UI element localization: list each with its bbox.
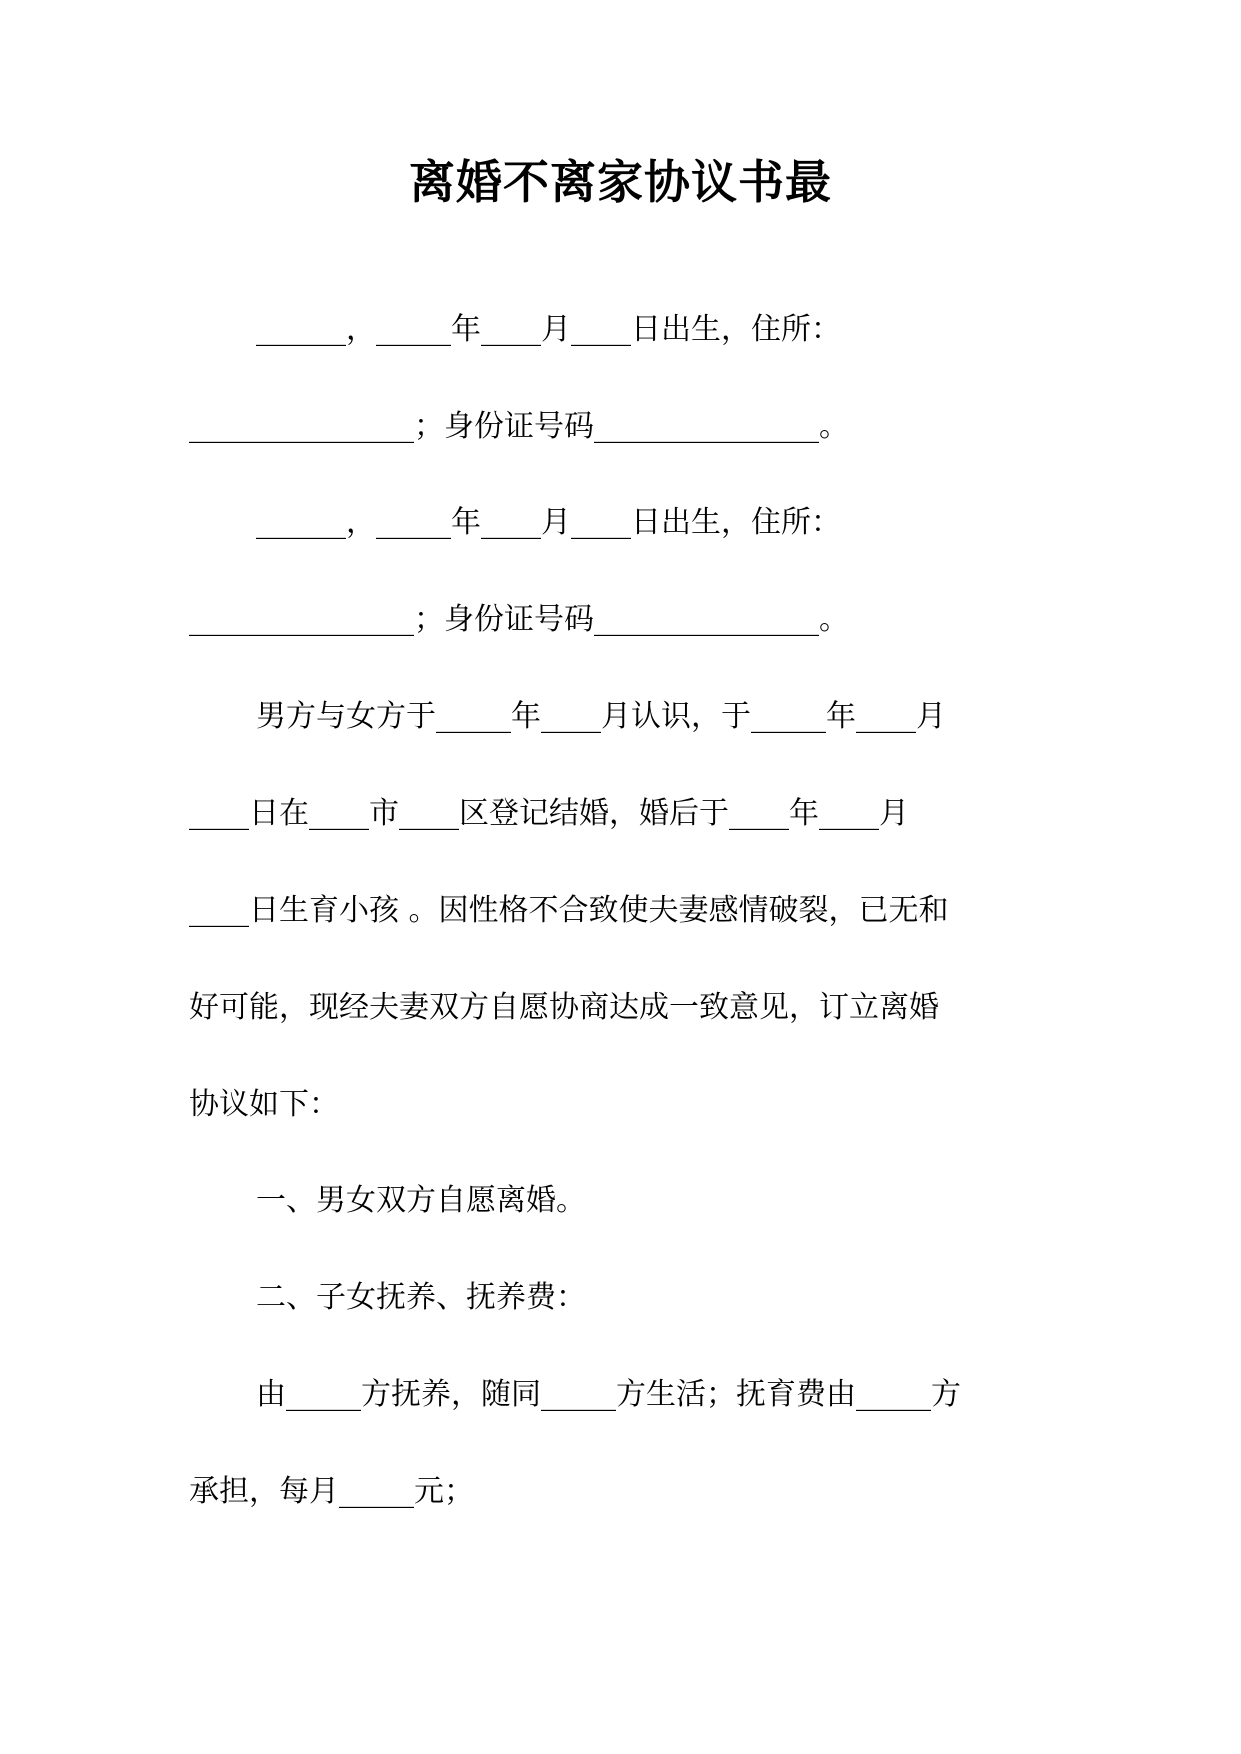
- paragraph-line: ______，_____年____月____日出生，住所：: [256, 312, 841, 347]
- paragraph-line: 由_____方抚养，随同_____方生活；抚育费由_____方: [256, 1377, 961, 1412]
- paragraph-line: 一、男女双方自愿离婚。: [256, 1183, 586, 1218]
- paragraph-line: 好可能，现经夫妻双方自愿协商达成一致意见，订立离婚: [189, 990, 939, 1025]
- paragraph-line: 协议如下：: [189, 1087, 339, 1122]
- paragraph-line: 二、子女抚养、抚养费：: [256, 1280, 586, 1315]
- paragraph-line: ______，_____年____月____日出生，住所：: [256, 505, 841, 540]
- paragraph-line: ____日在____市____区登记结婚，婚后于____年____月: [189, 796, 909, 831]
- paragraph-line: 承担，每月_____元；: [189, 1474, 474, 1509]
- paragraph-line: _______________；身份证号码_______________。: [189, 602, 849, 637]
- document-title: 离婚不离家协议书最: [409, 155, 832, 209]
- paragraph-line: _______________；身份证号码_______________。: [189, 409, 849, 444]
- paragraph-line: 男方与女方于_____年____月认识，于_____年____月: [256, 699, 946, 734]
- paragraph-line: ____日生育小孩 。因性格不合致使夫妻感情破裂，已无和: [189, 893, 949, 928]
